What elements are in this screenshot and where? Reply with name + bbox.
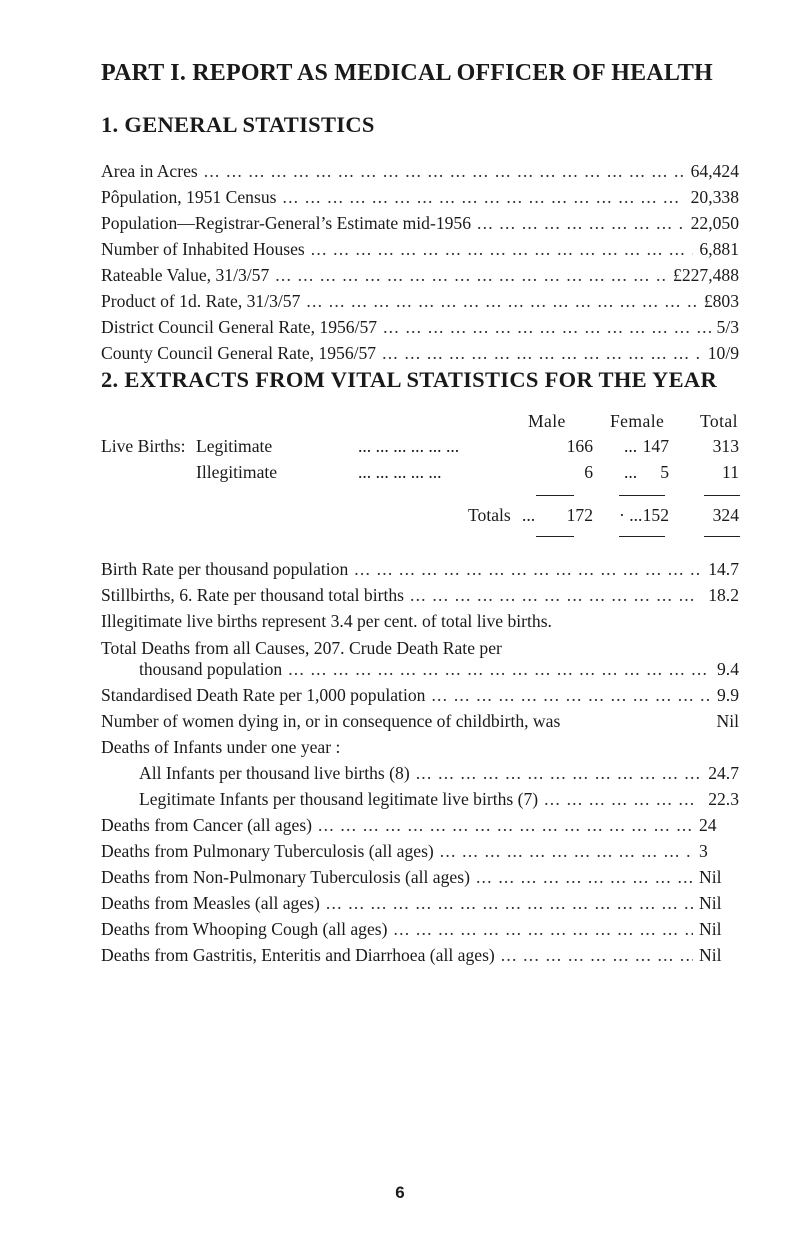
stat-row-all-infants: [139, 763, 739, 789]
rule-total-bottom: [704, 536, 740, 537]
stat-label: thousand population: [139, 659, 283, 679]
births-female-value: 147: [642, 436, 669, 456]
leader-dots: [410, 585, 702, 606]
live-births-label: Live Births:: [101, 436, 186, 456]
stat-label: Rateable Value, 31/3/57: [101, 265, 270, 285]
leader-dots: [394, 919, 694, 940]
stat-row-gastritis: [101, 945, 739, 971]
column-header-total: Total: [700, 411, 738, 431]
stat-label: Stillbirths, 6. Rate per thousand total births: [101, 585, 404, 605]
stat-value: Nil: [699, 945, 722, 965]
stat-row-population-estimate: [101, 213, 739, 239]
stat-label: Legitimate Infants per thousand legitimate live births (7): [139, 789, 539, 809]
stat-row-area: [101, 161, 739, 187]
stat-value: 24.7: [708, 763, 739, 783]
stat-label: Number of Inhabited Houses: [101, 239, 305, 259]
stat-label: Population—Registrar-General’s Estimate mid-1956: [101, 213, 472, 233]
stat-label: Deaths from Whooping Cough (all ages): [101, 919, 388, 939]
leader-dots: [501, 945, 693, 966]
rule-total-top: [704, 495, 740, 496]
births-female-value: 5: [660, 462, 669, 482]
stat-label: Deaths from Cancer (all ages): [101, 815, 313, 835]
stat-label: County Council General Rate, 1956/57: [101, 343, 377, 363]
stat-row-pulmonary-tb: [101, 841, 739, 867]
leader-dots: [544, 789, 702, 810]
births-male-value: 166: [566, 436, 593, 456]
stat-row-stillbirths: [101, 585, 739, 611]
stat-row-population-census: [101, 187, 739, 213]
totals-male-value: 172: [566, 505, 593, 525]
stat-value: 22,050: [690, 213, 739, 233]
stat-label: Area in Acres: [101, 161, 198, 181]
stat-row-measles: [101, 893, 739, 919]
column-header-female: Female: [610, 411, 665, 431]
stat-value: 20,338: [690, 187, 739, 207]
stat-row-birth-rate: [101, 559, 739, 585]
births-row-label: Illegitimate: [196, 462, 278, 482]
leader-dots: [354, 559, 702, 580]
births-total-value: 313: [712, 436, 739, 456]
leader-dots: ...: [522, 505, 536, 525]
section-1-title: 1. GENERAL STATISTICS: [101, 112, 375, 137]
stat-label: District Council General Rate, 1956/57: [101, 317, 378, 337]
stat-value: 22.3: [708, 789, 739, 809]
section-2-title: 2. EXTRACTS FROM VITAL STATISTICS FOR THE YEAR: [101, 367, 718, 392]
stat-value: 24: [699, 815, 717, 835]
leader-dots: [306, 291, 697, 312]
leader-dots: [477, 213, 685, 234]
stat-label: Deaths from Measles (all ages): [101, 893, 320, 913]
part-title: PART I. REPORT AS MEDICAL OFFICER OF HEALTH: [101, 60, 713, 86]
leader-dots: ...: [624, 462, 638, 482]
leader-dots: [275, 265, 667, 286]
stat-row-standardised-death-rate: [101, 685, 739, 711]
leader-dots: [476, 867, 693, 888]
stat-row-non-pulmonary-tb: [101, 867, 739, 893]
stat-label: Deaths from Pulmonary Tuberculosis (all ages): [101, 841, 434, 861]
stat-value: Nil: [699, 893, 722, 913]
stat-label: Standardised Death Rate per 1,000 population: [101, 685, 426, 705]
stat-label: Illegitimate live births represent 3.4 per cent. of total live births.: [101, 611, 552, 631]
stat-value: 5/3: [716, 317, 739, 337]
leader-dots: [311, 239, 694, 260]
stat-label: Product of 1d. Rate, 31/3/57: [101, 291, 301, 311]
stat-row-cancer: [101, 815, 739, 841]
stat-label: Birth Rate per thousand population: [101, 559, 349, 579]
stat-value: 10/9: [707, 343, 739, 363]
stat-row-legitimate-infants: [139, 789, 739, 815]
page-number: 6: [395, 1183, 405, 1202]
leader-dots: · ...: [619, 505, 643, 525]
leader-dots: ...: [624, 436, 638, 456]
stat-label: Deaths of Infants under one year :: [101, 737, 341, 757]
stat-value: £227,488: [673, 265, 739, 285]
births-male-value: 6: [584, 462, 593, 482]
leader-dots: [204, 161, 685, 182]
births-row-label: Legitimate: [196, 436, 273, 456]
births-row-legitimate: [101, 436, 739, 460]
leader-dots: [416, 763, 703, 784]
leader-dots: [288, 659, 711, 680]
leader-dots: [282, 187, 684, 208]
stat-row-crude-death-rate: [139, 659, 739, 685]
stat-row-infant-deaths-heading: [101, 737, 739, 763]
stat-value: 9.9: [717, 685, 739, 705]
stat-row-county-rate: [101, 343, 739, 369]
leader-dots: [318, 815, 693, 836]
stat-label: Pôpulation, 1951 Census: [101, 187, 277, 207]
stat-row-whooping-cough: [101, 919, 739, 945]
leader-dots: [383, 317, 710, 338]
stat-value: 3: [699, 841, 708, 861]
stat-value: 6,881: [699, 239, 739, 259]
totals-female-value: 152: [642, 505, 669, 525]
stat-value: Nil: [699, 919, 722, 939]
leader-dots: [326, 893, 693, 914]
stat-value: 9.4: [717, 659, 739, 679]
leader-dots: ... ... ... ... ... ...: [358, 436, 460, 456]
totals-total-value: 324: [712, 505, 739, 525]
stat-label: Deaths from Non-Pulmonary Tuberculosis (all ages): [101, 867, 470, 887]
births-total-value: 11: [722, 462, 739, 482]
stat-row-houses: [101, 239, 739, 265]
stat-value: £803: [703, 291, 739, 311]
stat-label: All Infants per thousand live births (8): [139, 763, 410, 783]
stat-label: Deaths from Gastritis, Enteritis and Diarrhoea (all ages): [101, 945, 495, 965]
stat-row-product-1d-rate: [101, 291, 739, 317]
column-header-male: Male: [528, 411, 566, 431]
stat-value: 64,424: [690, 161, 739, 181]
stat-row-rateable-value: [101, 265, 739, 291]
stat-value: Nil: [716, 711, 739, 731]
rule-female-top: [619, 495, 665, 496]
stat-value: 18.2: [708, 585, 739, 605]
stat-value: Nil: [699, 867, 722, 887]
rule-male-top: [536, 495, 574, 496]
rule-female-bottom: [619, 536, 665, 537]
stat-value: 14.7: [708, 559, 739, 579]
stat-label: Total Deaths from all Causes, 207. Crude Death Rate per: [101, 638, 502, 658]
births-row-illegitimate: [101, 462, 739, 486]
births-row-totals: [101, 505, 739, 529]
leader-dots: ... ... ... ... ...: [358, 462, 442, 482]
leader-dots: [382, 343, 702, 364]
leader-dots: [431, 685, 711, 706]
stat-row-district-rate: [101, 317, 739, 343]
stat-row-illegitimate-percent: [101, 611, 739, 637]
rule-male-bottom: [536, 536, 574, 537]
stat-label: Number of women dying in, or in consequence of childbirth, was: [101, 711, 561, 731]
stat-row-maternal-deaths: [101, 711, 739, 737]
totals-label: Totals: [468, 505, 511, 525]
leader-dots: [440, 841, 693, 862]
